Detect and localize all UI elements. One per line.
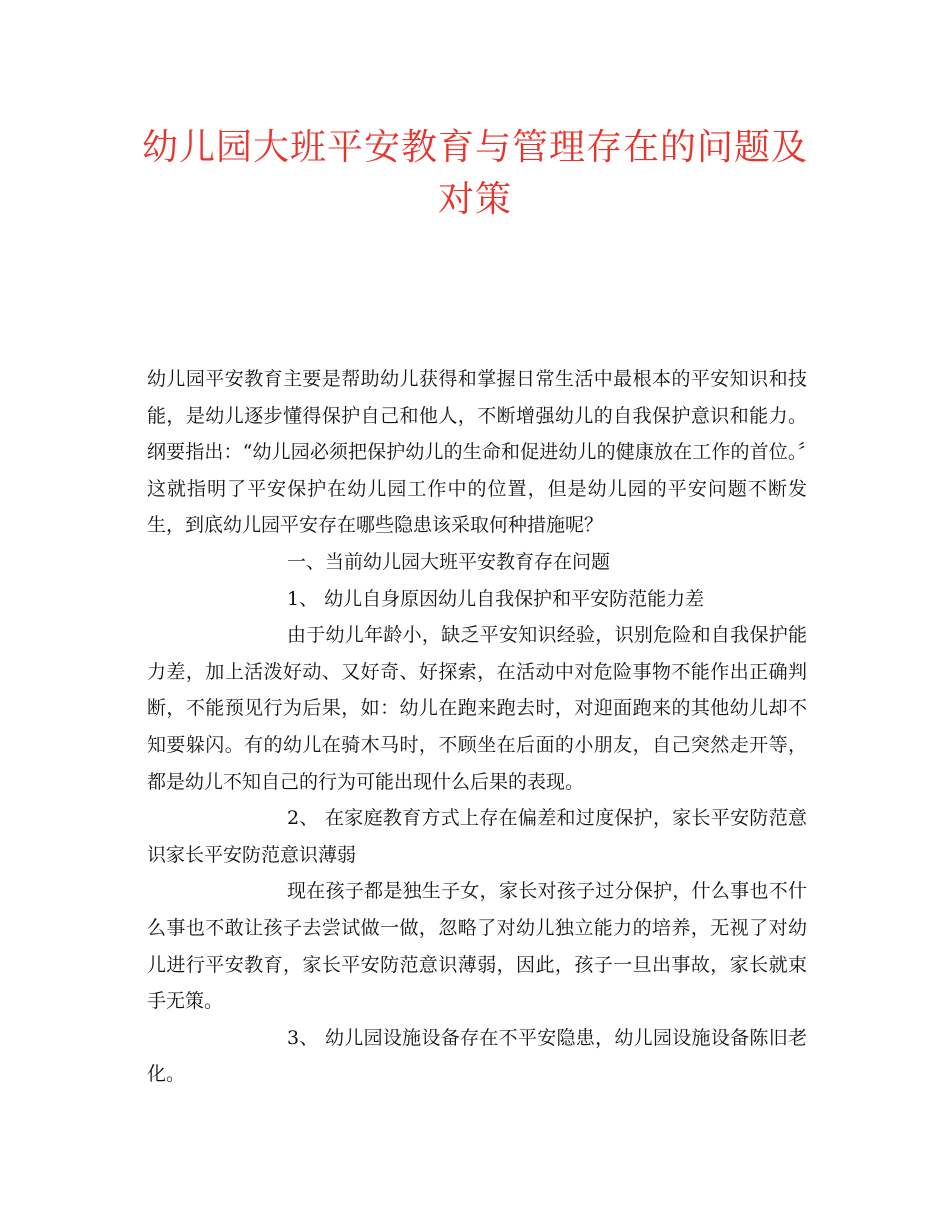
item-heading: 1、 幼儿自身原因幼儿自我保护和平安防范能力差 [287, 587, 705, 610]
body-paragraph: 现在孩子都是独生子女，家长对孩子过分保护，什么事也不什么事也不敢让孩子去尝试做一做，忽略了对幼儿独立能力的培养，无视了对幼儿进行平安教育，家长平安防范意识薄弱，因此，孩子一旦出事故，家长就束手无策。 [147, 880, 807, 1013]
document-title: 幼儿园大班平安教育与管理存在的问题及对策 [141, 127, 808, 220]
item-heading: 2、 在家庭教育方式上存在偏差和过度保护，家长平安防范意识家长平安防范意识薄弱 [147, 807, 807, 866]
section-heading: 一、当前幼儿园大班平安教育存在问题 [287, 550, 611, 573]
body-paragraph: 由于幼儿年龄小，缺乏平安知识经验，识别危险和自我保护能力差，加上活泼好动、又好奇、好探索，在活动中对危险事物不能作出正确判断，不能预见行为后果，如：幼儿在跑来跑去时，对迎面跑来的其他幼儿却不知要躲闪。有的幼儿在骑木马时，不顾坐在后面的小朋友，自己突然走开等，都是幼儿不知自己的行为可能出现什么后果的表现。 [147, 624, 807, 793]
item-heading: 3、 幼儿园设施设备存在不平安隐患，幼儿园设施设备陈旧老化。 [147, 1026, 807, 1086]
document-body [147, 361, 807, 1093]
intro-paragraph: 幼儿园平安教育主要是帮助幼儿获得和掌握日常生活中最根本的平安知识和技能，是幼儿逐步懂得保护自己和他人，不断增强幼儿的自我保护意识和能力。纲要指出：“幼儿园必须把保护幼儿的生命和促进幼儿的健康放在工作的首位。〞这就指明了平安保护在幼儿园工作中的位置，但是幼儿园的平安问题不断发生，到底幼儿园平安存在哪些隐患该采取何种措施呢？ [147, 368, 807, 537]
